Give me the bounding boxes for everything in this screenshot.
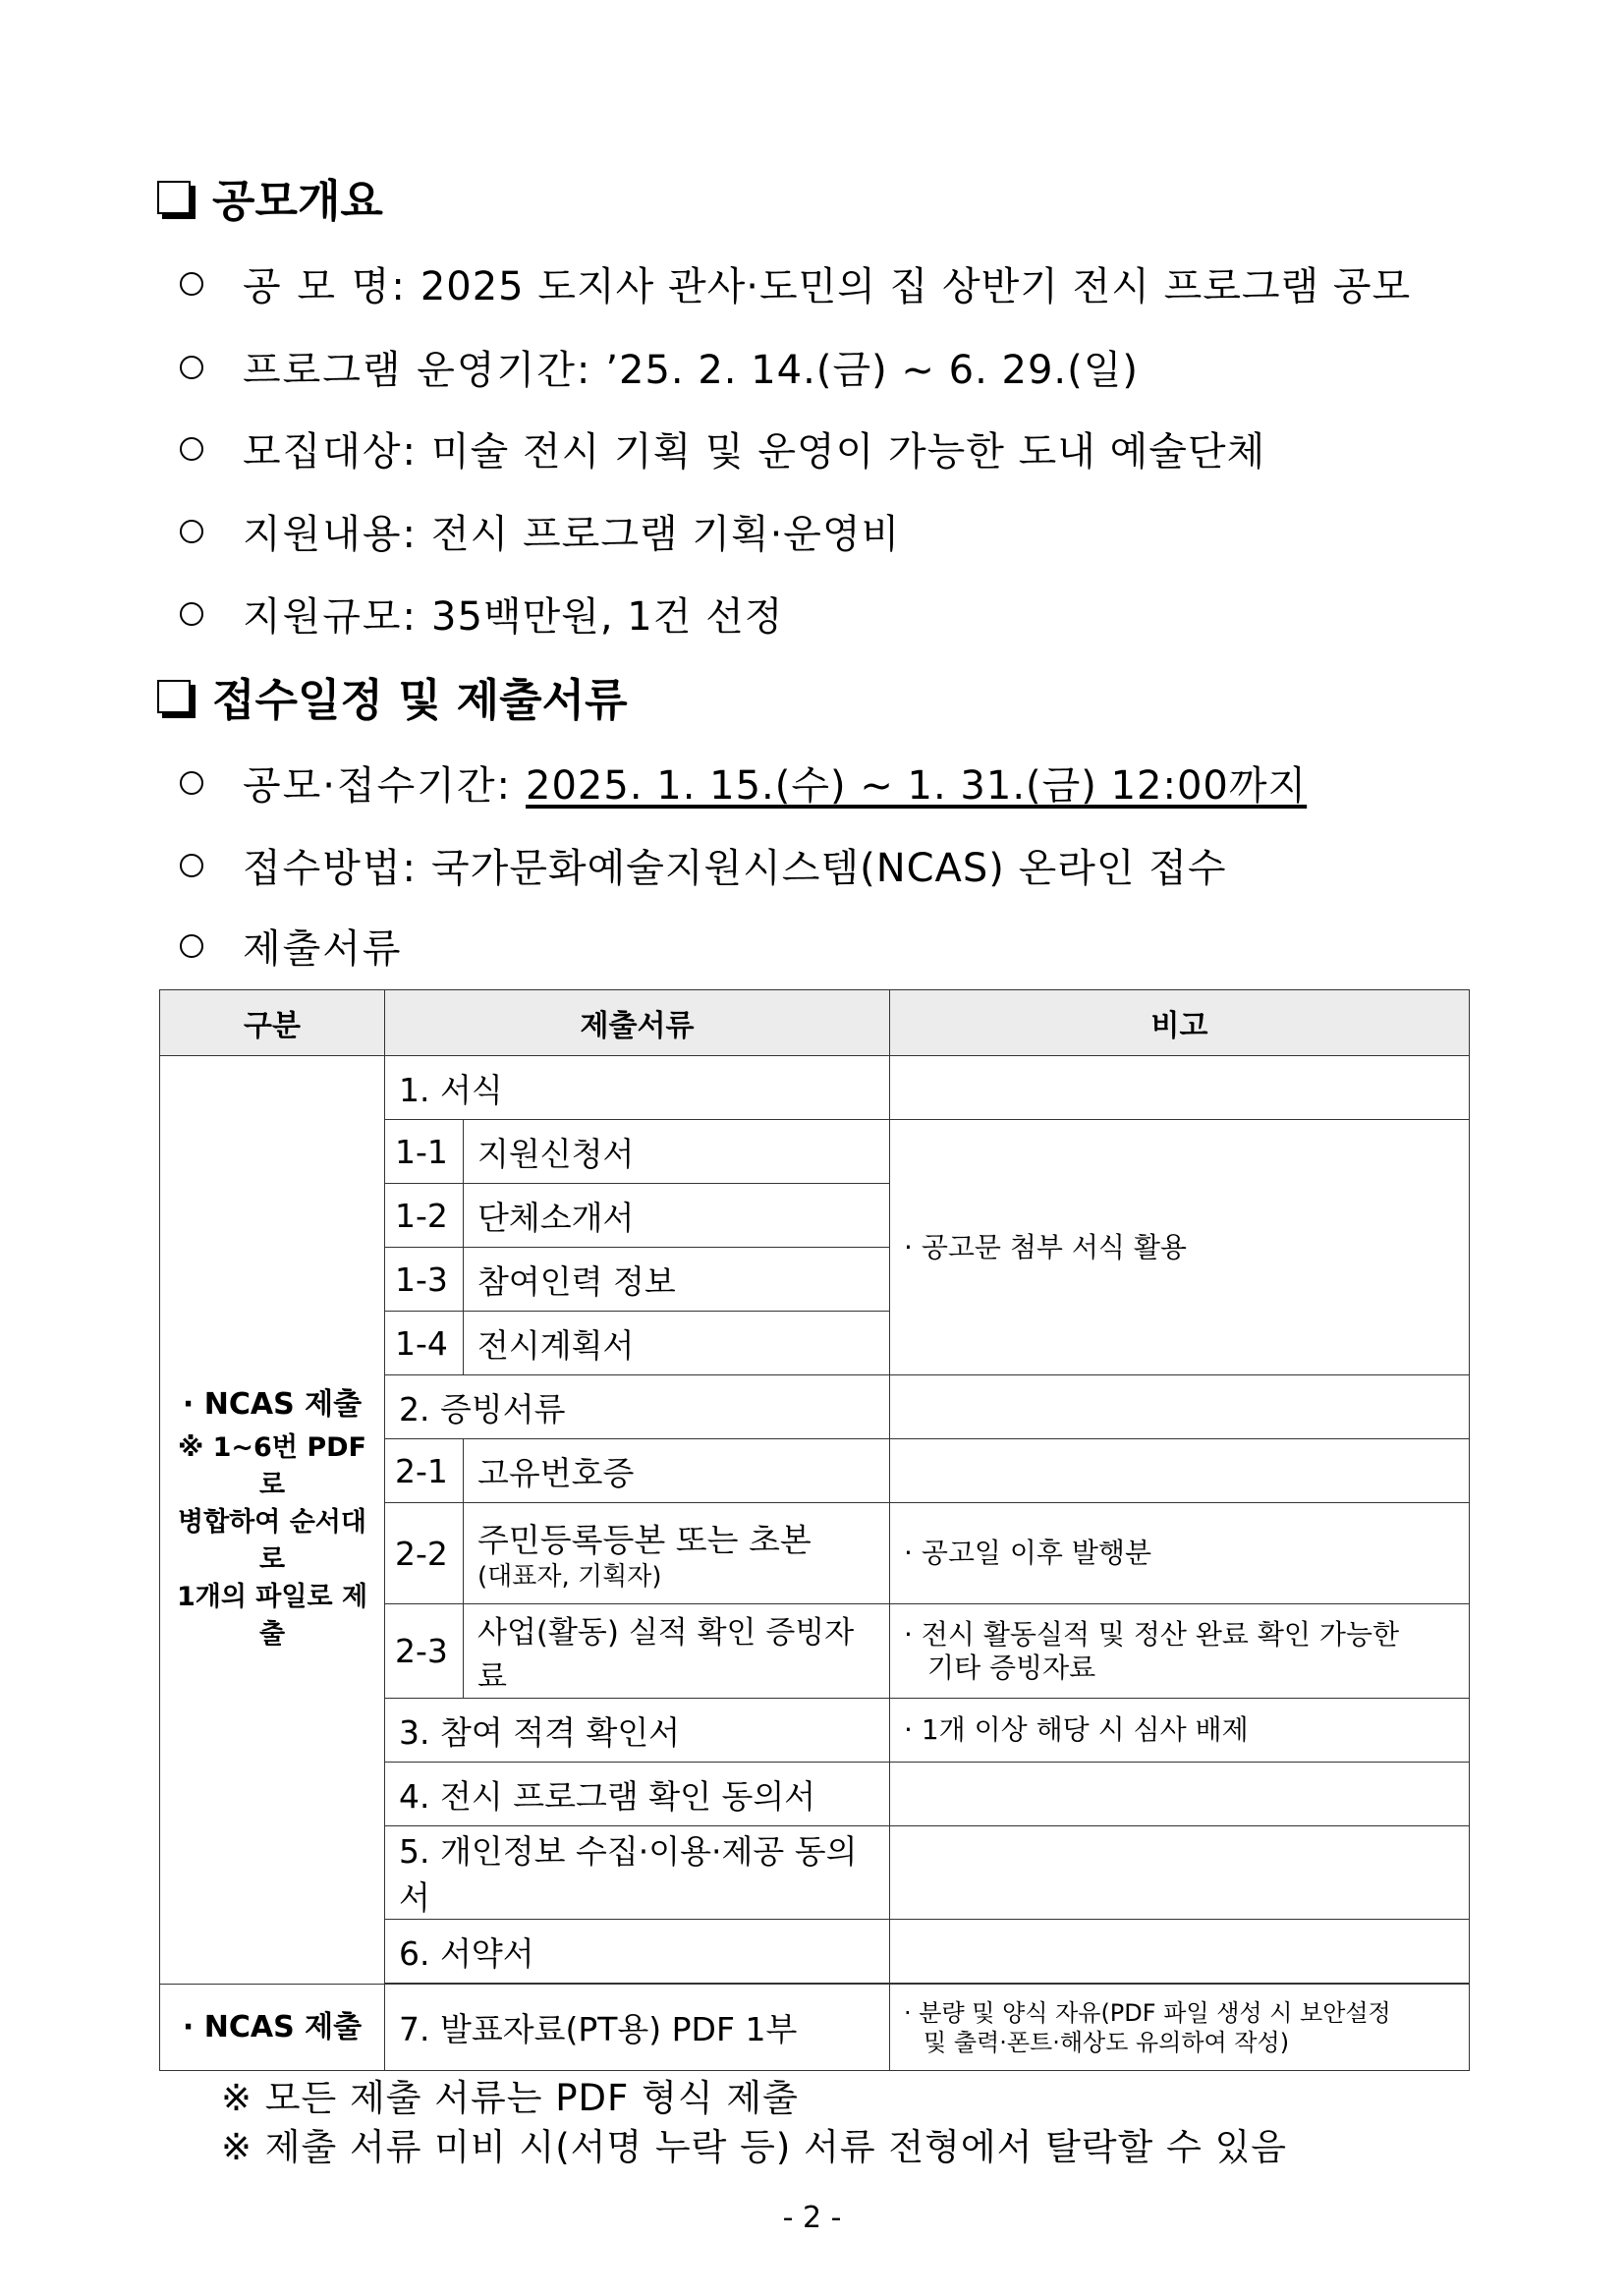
doc-cell: 전시계획서: [464, 1312, 890, 1375]
remark-cell: · 1개 이상 해당 시 심사 배제: [890, 1699, 1470, 1763]
item-label: 제출서류: [243, 926, 403, 972]
circle-bullet-icon: [180, 437, 203, 461]
item-value: 2025. 1. 15.(수) ~ 1. 31.(금) 12:00까지: [526, 763, 1308, 809]
category-note: ※ 1~6번 PDF로: [178, 1432, 366, 1500]
header-category: 구분: [160, 990, 385, 1056]
category-label: · NCAS 제출: [182, 1387, 363, 1422]
doc-cell: 6. 서약서: [385, 1920, 890, 1984]
list-item: [180, 586, 783, 642]
checkbox-square-icon: [157, 181, 191, 214]
remark-cell: [890, 1920, 1470, 1984]
doc-number: 1-2: [385, 1184, 464, 1248]
item-value: ’25. 2. 14.(금) ~ 6. 29.(일): [605, 348, 1139, 393]
remark-line: · 전시 활동실적 및 정산 완료 확인 가능한: [904, 1617, 1399, 1651]
list-item: [180, 420, 1265, 476]
doc-cell: 고유번호증: [464, 1439, 890, 1503]
circle-bullet-icon: [180, 771, 203, 795]
doc-number: 2-2: [385, 1503, 464, 1604]
category-cell: [160, 1985, 385, 2071]
item-value: 국가문화예술지원시스템(NCAS) 온라인 접수: [431, 846, 1227, 891]
list-item: [180, 255, 1411, 311]
checkbox-square-icon: [157, 680, 191, 713]
circle-bullet-icon: [180, 934, 203, 958]
header-documents: 제출서류: [385, 990, 890, 1056]
remark-line: · 분량 및 양식 자유(PDF 파일 생성 시 보안설정: [904, 1998, 1391, 2027]
doc-cell: 1. 서식: [385, 1056, 890, 1120]
circle-bullet-icon: [180, 602, 203, 626]
item-label: 공 모 명:: [243, 264, 407, 309]
doc-number: 1-3: [385, 1248, 464, 1312]
page-number: - 2 -: [782, 2201, 842, 2235]
item-value: 미술 전시 기획 및 운영이 가능한 도내 예술단체: [431, 429, 1266, 475]
doc-cell: 지원신청서: [464, 1120, 890, 1184]
category-cell: [160, 1056, 385, 1985]
circle-bullet-icon: [180, 520, 203, 543]
section-heading-text: 접수일정 및 제출서류: [212, 674, 628, 726]
remark-cell: [890, 1375, 1470, 1439]
list-item: [180, 837, 1227, 893]
remark-cell: [890, 1985, 1470, 2071]
doc-number: 2-3: [385, 1604, 464, 1699]
doc-number: 2-1: [385, 1439, 464, 1503]
doc-number: 1-1: [385, 1120, 464, 1184]
remark-cell: · 공고일 이후 발행분: [890, 1503, 1470, 1604]
remark-cell: [890, 1604, 1470, 1699]
item-label: 접수방법:: [243, 846, 419, 891]
doc-cell: 참여인력 정보: [464, 1248, 890, 1312]
category-label: · NCAS 제출: [182, 2009, 363, 2044]
section-heading-text: 공모개요: [212, 175, 383, 227]
doc-cell: 3. 참여 적격 확인서: [385, 1699, 890, 1763]
item-label: 프로그램 운영기간:: [243, 348, 592, 393]
doc-subtext: (대표자, 기획자): [477, 1561, 662, 1592]
list-item: [180, 503, 900, 559]
footnote: ※ 모든 제출 서류는 PDF 형식 제출: [221, 2077, 799, 2119]
table-row: [160, 1056, 1470, 1120]
list-item: [180, 339, 1139, 395]
header-remarks: 비고: [890, 990, 1470, 1056]
doc-cell: [464, 1503, 890, 1604]
remark-cell: [890, 1056, 1470, 1120]
doc-number: 1-4: [385, 1312, 464, 1375]
item-label: 지원내용:: [243, 512, 419, 557]
remark-line: 및 출력·폰트·해상도 유의하여 작성): [924, 2028, 1290, 2056]
doc-cell: 5. 개인정보 수집·이용·제공 동의서: [385, 1826, 890, 1920]
circle-bullet-icon: [180, 356, 203, 379]
doc-cell: 사업(활동) 실적 확인 증빙자료: [464, 1604, 890, 1699]
footnote: ※ 제출 서류 미비 시(서명 누락 등) 서류 전형에서 탈락할 수 있음: [221, 2126, 1288, 2168]
item-label: 지원규모:: [243, 594, 419, 640]
item-value: 35백만원, 1건 선정: [431, 594, 784, 640]
remark-cell: [890, 1826, 1470, 1920]
table-row: [160, 1985, 1470, 2071]
circle-bullet-icon: [180, 272, 203, 296]
list-item: [180, 755, 1307, 811]
category-note: 1개의 파일로 제출: [176, 1582, 368, 1650]
remark-cell: · 공고문 첨부 서식 활용: [890, 1120, 1470, 1375]
doc-text: 주민등록등본 또는 초본: [477, 1520, 812, 1559]
remark-cell: [890, 1439, 1470, 1503]
documents-table: [159, 989, 1470, 2071]
circle-bullet-icon: [180, 854, 203, 877]
remark-line: 기타 증빙자료: [927, 1651, 1096, 1684]
doc-cell: 2. 증빙서류: [385, 1375, 890, 1439]
table-header-row: [160, 990, 1470, 1056]
list-item: [180, 918, 403, 974]
item-value: 전시 프로그램 기획·운영비: [431, 512, 901, 557]
item-label: 모집대상:: [243, 429, 419, 475]
doc-cell: 4. 전시 프로그램 확인 동의서: [385, 1763, 890, 1826]
doc-cell: 단체소개서: [464, 1184, 890, 1248]
item-label: 공모·접수기간:: [243, 763, 513, 809]
section-heading-schedule: [157, 664, 628, 728]
doc-cell: 7. 발표자료(PT용) PDF 1부: [385, 1985, 890, 2071]
remark-cell: [890, 1763, 1470, 1826]
category-note: 병합하여 순서대로: [178, 1507, 366, 1575]
section-heading-overview: [157, 165, 383, 229]
item-value: 2025 도지사 관사·도민의 집 상반기 전시 프로그램 공모: [420, 264, 1412, 309]
